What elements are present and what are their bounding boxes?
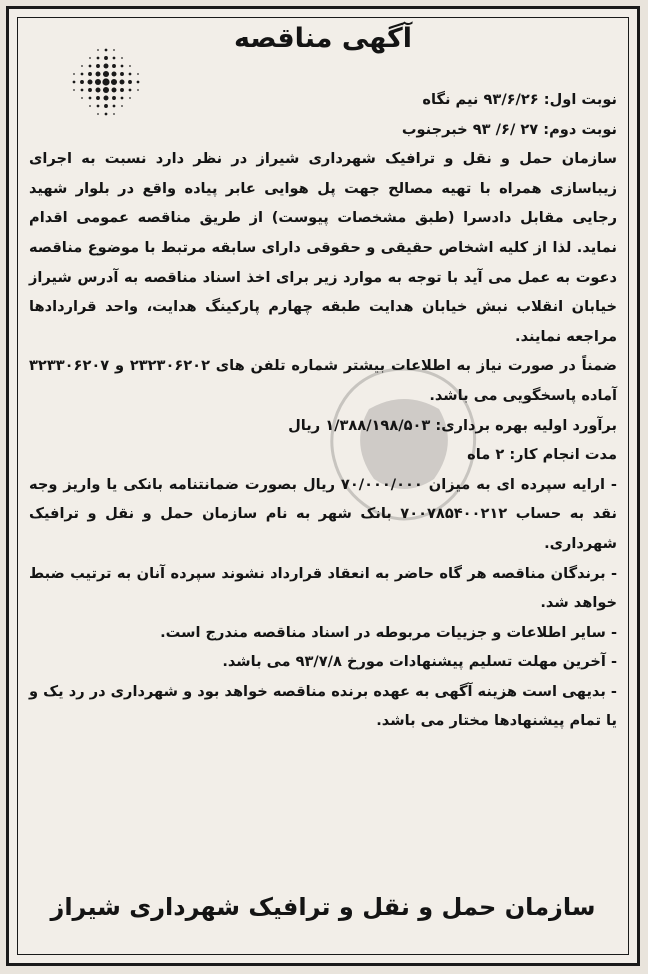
- logo-dot: [89, 65, 92, 68]
- cost-item: - بدیهی است هزینه آگهی به عهده برنده مناقصه خواهد بود و شهرداری در رد یک و یا تمام پیشنهادها مختار می باشد.: [29, 682, 617, 730]
- deposit-item: - ارایه سپرده ای به میزان ۷۰/۰۰۰/۰۰۰ ریال بصورت ضمانتنامه بانکی یا واریز وجه نقد به حساب ۷۰۰۷۸۵۴۰۰۲۱۲ بانک شهر به نام سازمان حمل و نقل و ترافیک شهرداری.: [29, 475, 617, 552]
- logo-dot: [129, 65, 131, 67]
- logo-dot: [113, 57, 116, 60]
- logo-dot: [121, 65, 124, 68]
- ad-body: [29, 85, 617, 736]
- logo-dot: [104, 56, 108, 60]
- logo-dot: [73, 81, 76, 84]
- intro-paragraph: سازمان حمل و نقل و ترافیک شهرداری شیراز در نظر دارد نسبت به اجرای زیباسازی همراه با تهیه مصالح جهت پل هوایی عابر پیاده واقع در بلوار شهید رجایی مقابل دادسرا (طبق مشخصات پیوست) از طریق مناقصه عمومی اقدام نماید. لذا از کلیه اشخاص حقیقی و حقوقی دارای سابقه مرتبط با موضوع مناقصه دعوت به عمل می آید با توجه به موارد زیر برای اخذ اسناد مناقصه به آدرس شیراز خیابان انقلاب نبش خیابان هدایت طبقه چهارم پارکینگ هدایت، واحد قراردادها مراجعه نمایند.: [29, 150, 617, 345]
- deadline-item: - آخرین مهلت تسلیم پیشنهادات مورخ ۹۳/۷/۸ می باشد.: [222, 653, 617, 671]
- logo-dot: [81, 73, 84, 76]
- logo-dot: [96, 64, 100, 68]
- logo-dot: [120, 72, 124, 76]
- info-item: - سایر اطلاعات و جزییات مربوطه در اسناد مناقصه مندرج است.: [160, 623, 617, 641]
- logo-dot: [120, 80, 125, 85]
- logo-dot: [104, 64, 109, 69]
- logo-dot: [96, 72, 101, 77]
- round-second: نوبت دوم: ۲۷ /۶/ ۹۳ خبرجنوب: [401, 120, 617, 138]
- logo-dot: [112, 64, 116, 68]
- duration-line: مدت انجام کار: ۲ ماه: [467, 446, 617, 464]
- logo-dot: [73, 73, 75, 75]
- logo-dot: [137, 73, 139, 75]
- logo-dot: [88, 80, 93, 85]
- logo-dot: [128, 80, 132, 84]
- logo-dot: [129, 73, 132, 76]
- logo-dot: [88, 72, 92, 76]
- logo-dot: [137, 81, 140, 84]
- ad-title: آگهی مناقصه: [233, 23, 413, 54]
- ad-footer: سازمان حمل و نقل و ترافیک شهرداری شیراز: [50, 893, 596, 921]
- ad-frame: [6, 6, 640, 966]
- estimate-line: برآورد اولیه بهره برداری: ۱/۳۸۸/۱۹۸/۵۰۳ ریال: [288, 416, 617, 434]
- logo-dot: [80, 80, 84, 84]
- logo-dot: [112, 72, 117, 77]
- logo-dot: [81, 65, 83, 67]
- logo-dot: [121, 57, 123, 59]
- logo-dot: [97, 57, 100, 60]
- forfeit-item: - برندگان مناقصه هر گاه حاضر به انعقاد قرارداد نشوند سپرده آنان به ترتیب ضبط خواهد شد.: [29, 564, 617, 612]
- logo-dot: [89, 57, 91, 59]
- logo-dot: [103, 71, 109, 77]
- contact-paragraph: ضمناً در صورت نیاز به اطلاعات بیشتر شماره تلفن های ۲۳۲۳۰۶۲۰۲ و ۳۲۳۳۰۶۲۰۷ آماده پاسخگویی می باشد.: [29, 357, 618, 404]
- round-first: نوبت اول: ۹۳/۶/۲۶ نیم نگاه: [422, 91, 617, 108]
